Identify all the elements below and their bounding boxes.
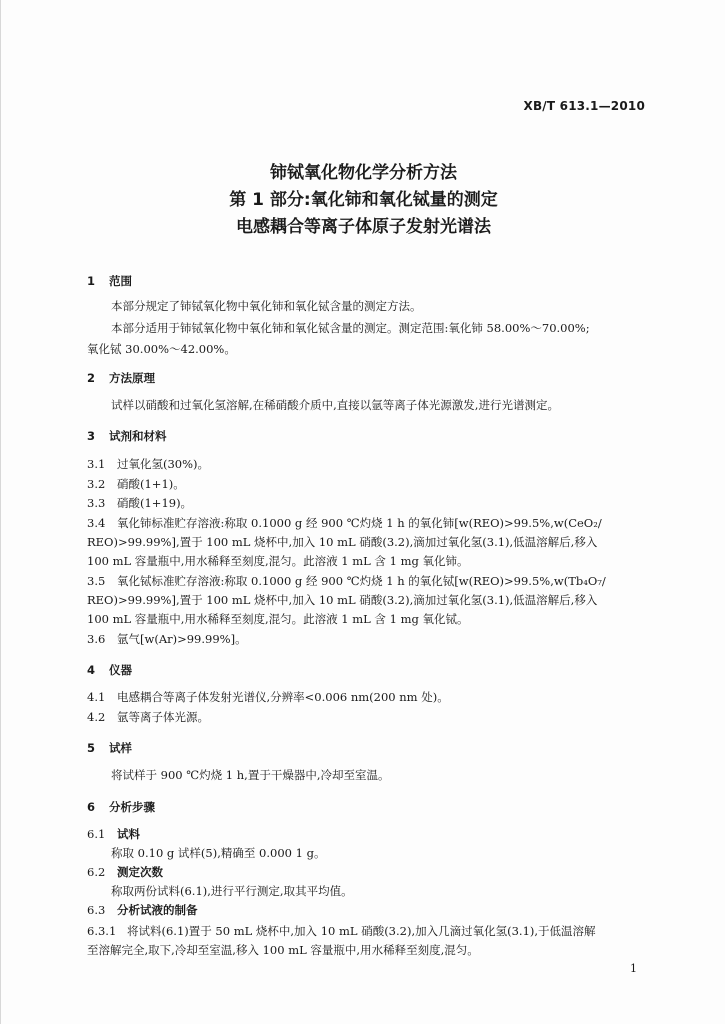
subsection-6-3-heading: 6.3 分析试液的制备 bbox=[87, 903, 198, 917]
section-1-heading: 1 范围 bbox=[87, 274, 132, 288]
subsection-6-1-heading: 6.1 试料 bbox=[87, 827, 140, 841]
item-3-4-line-3: 100 mL 容量瓶中,用水稀释至刻度,混匀。此溶液 1 mL 含 1 mg 氧化铈。 bbox=[87, 554, 469, 568]
title-line-3: 电感耦合等离子体原子发射光谱法 bbox=[236, 217, 491, 237]
subsection-6-2-heading: 6.2 测定次数 bbox=[87, 865, 163, 879]
item-3-6: 3.6 氩气[w(Ar)>99.99%]。 bbox=[87, 632, 247, 646]
page-number: 1 bbox=[630, 962, 637, 975]
standard-number: XB/T 613.1—2010 bbox=[523, 99, 645, 113]
section-5-heading: 5 试样 bbox=[87, 741, 132, 755]
section-1-paragraph-2a: 本部分适用于铈铽氧化物中氧化铈和氧化铽含量的测定。测定范围:氧化铈 58.00%～70.00%; bbox=[111, 321, 590, 335]
section-4-heading: 4 仪器 bbox=[87, 663, 132, 677]
item-3-5: 3.5 氧化铽标准贮存溶液:称取 0.1000 g 经 900 ℃灼烧 1 h 的氧化铽[w(REO)>99.5%,w(Tb₄O₇/ bbox=[87, 574, 606, 588]
item-3-5-line-3: 100 mL 容量瓶中,用水稀释至刻度,混匀。此溶液 1 mL 含 1 mg 氧化铽。 bbox=[87, 612, 469, 626]
item-3-4: 3.4 氧化铈标准贮存溶液:称取 0.1000 g 经 900 ℃灼烧 1 h 的氧化铈[w(REO)>99.5%,w(CeO₂/ bbox=[87, 516, 602, 530]
title-line-1: 铈铽氧化物化学分析方法 bbox=[270, 163, 457, 183]
section-1-paragraph-2b: 氧化铽 30.00%～42.00%。 bbox=[87, 342, 236, 356]
item-4-1: 4.1 电感耦合等离子体发射光谱仪,分辨率<0.006 nm(200 nm 处)。 bbox=[87, 690, 449, 704]
section-6-heading: 6 分析步骤 bbox=[87, 800, 155, 814]
item-4-2: 4.2 氩等离子体光源。 bbox=[87, 710, 209, 724]
title-line-2: 第 1 部分:氧化铈和氧化铽量的测定 bbox=[229, 190, 498, 210]
section-3-heading: 3 试剂和材料 bbox=[87, 429, 167, 443]
document-title bbox=[1, 160, 725, 241]
section-2-heading: 2 方法原理 bbox=[87, 371, 155, 385]
item-3-2: 3.2 硝酸(1+1)。 bbox=[87, 477, 185, 491]
item-6-3-1: 6.3.1 将试料(6.1)置于 50 mL 烧杯中,加入 10 mL 硝酸(3.2),加入几滴过氧化氢(3.1),于低温溶解 bbox=[87, 924, 596, 938]
subsection-6-2-paragraph: 称取两份试料(6.1),进行平行测定,取其平均值。 bbox=[111, 884, 353, 898]
subsection-6-1-paragraph: 称取 0.10 g 试样(5),精确至 0.000 1 g。 bbox=[111, 846, 326, 860]
item-3-1: 3.1 过氧化氢(30%)。 bbox=[87, 457, 210, 471]
section-5-paragraph: 将试样于 900 ℃灼烧 1 h,置于干燥器中,冷却至室温。 bbox=[111, 768, 390, 782]
item-3-3: 3.3 硝酸(1+19)。 bbox=[87, 496, 193, 510]
section-1-paragraph-1: 本部分规定了铈铽氧化物中氧化铈和氧化铽含量的测定方法。 bbox=[111, 299, 422, 313]
section-2-paragraph: 试样以硝酸和过氧化氢溶解,在稀硝酸介质中,直接以氩等离子体光源激发,进行光谱测定。 bbox=[111, 398, 559, 412]
item-6-3-1-line-2: 至溶解完全,取下,冷却至室温,移入 100 mL 容量瓶中,用水稀释至刻度,混匀。 bbox=[87, 943, 479, 957]
item-3-4-line-2: REO)>99.99%],置于 100 mL 烧杯中,加入 10 mL 硝酸(3.2),滴加过氧化氢(3.1),低温溶解后,移入 bbox=[87, 535, 598, 549]
item-3-5-line-2: REO)>99.99%],置于 100 mL 烧杯中,加入 10 mL 硝酸(3.2),滴加过氧化氢(3.1),低温溶解后,移入 bbox=[87, 593, 598, 607]
